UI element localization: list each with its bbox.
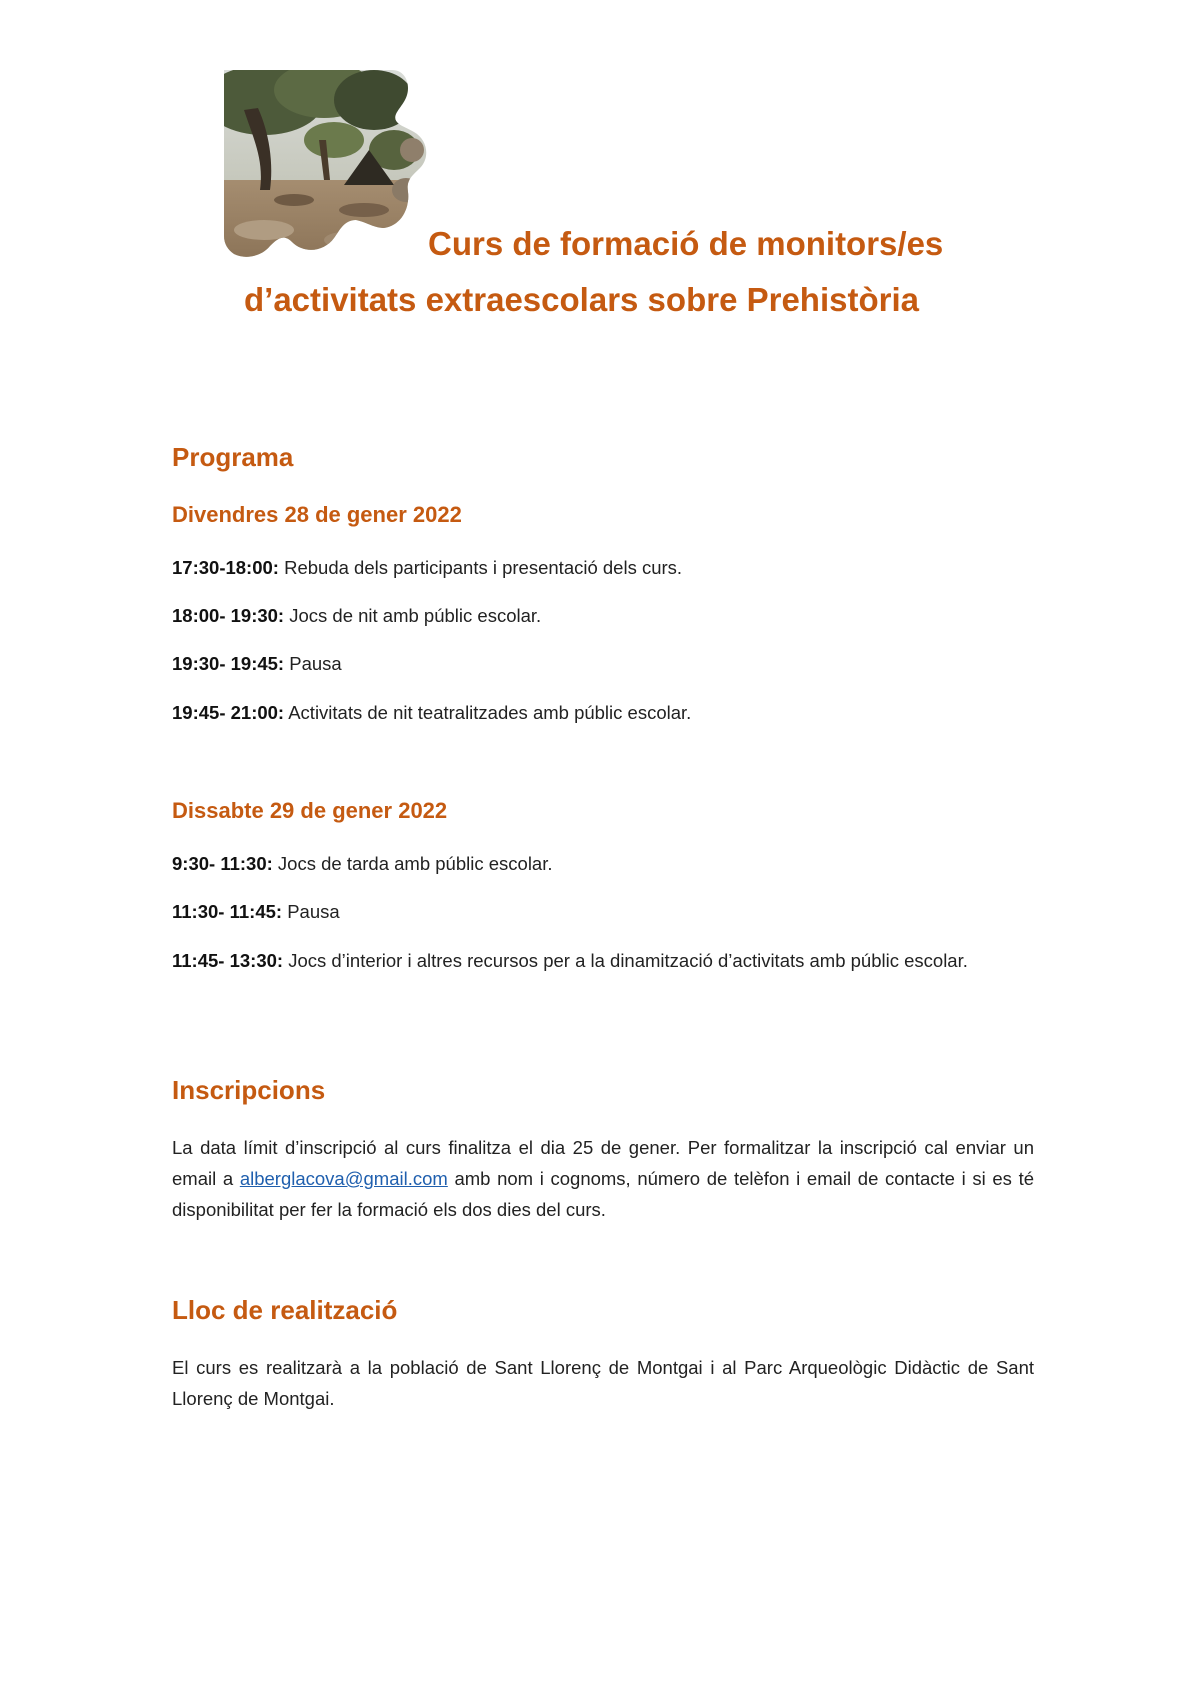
title-line-2: d’activitats extraescolars sobre Prehistòria	[244, 281, 919, 318]
inscripcions-heading: Inscripcions	[172, 1075, 326, 1105]
schedule-text: Jocs de nit amb públic escolar.	[284, 605, 542, 626]
schedule-item	[172, 552, 1034, 583]
schedule-text: Activitats de nit teatralitzades amb públic escolar.	[284, 702, 692, 723]
schedule-item	[172, 896, 1034, 927]
schedule-text: Jocs d’interior i altres recursos per a la dinamització d’activitats amb públic escolar.	[283, 950, 968, 971]
inscripcions-text-after: amb nom i cognoms, número de telèfon i email de contacte i si es té disponibilitat per fer la formació els dos dies del curs.	[172, 1168, 1034, 1220]
schedule-time: 18:00- 19:30:	[172, 605, 285, 626]
schedule-text: Rebuda dels participants i presentació dels curs.	[278, 557, 683, 578]
schedule-time: 19:30- 19:45:	[172, 653, 285, 674]
lloc-heading: Lloc de realització	[172, 1295, 398, 1325]
programa-heading: Programa	[172, 442, 294, 472]
schedule-text: Pausa	[282, 901, 340, 922]
schedule-time: 17:30-18:00:	[172, 557, 279, 578]
park-photo-logo-icon	[224, 70, 434, 260]
schedule-item	[172, 945, 1034, 976]
schedule-item	[172, 648, 1034, 679]
schedule-time: 9:30- 11:30:	[172, 853, 273, 874]
schedule-text: Pausa	[284, 653, 342, 674]
schedule-time: 19:45- 21:00:	[172, 702, 285, 723]
lloc-paragraph: El curs es realitzarà a la població de Sant Llorenç de Montgai i al Parc Arqueològic Didàctic de Sant Llorenç de Montgai.	[172, 1357, 1034, 1409]
schedule-text: Jocs de tarda amb públic escolar.	[272, 853, 553, 874]
schedule-item	[172, 697, 1034, 728]
title-line-1: Curs de formació de monitors/es	[428, 225, 944, 262]
schedule-time: 11:30- 11:45:	[172, 901, 283, 922]
schedule-time: 11:45- 13:30:	[172, 950, 284, 971]
schedule-item	[172, 600, 1034, 631]
day-1-title: Divendres 28 de gener 2022	[172, 502, 462, 527]
schedule-item	[172, 848, 1034, 879]
email-link[interactable]: alberglacova@gmail.com	[239, 1168, 448, 1189]
day-2-title: Dissabte 29 de gener 2022	[172, 798, 448, 823]
inscripcions-paragraph	[172, 1132, 1034, 1225]
inscripcions-text-before: La data límit d’inscripció al curs finalitza el dia 25 de gener. Per formalitzar la inscripció cal enviar un email a	[172, 1137, 1034, 1189]
